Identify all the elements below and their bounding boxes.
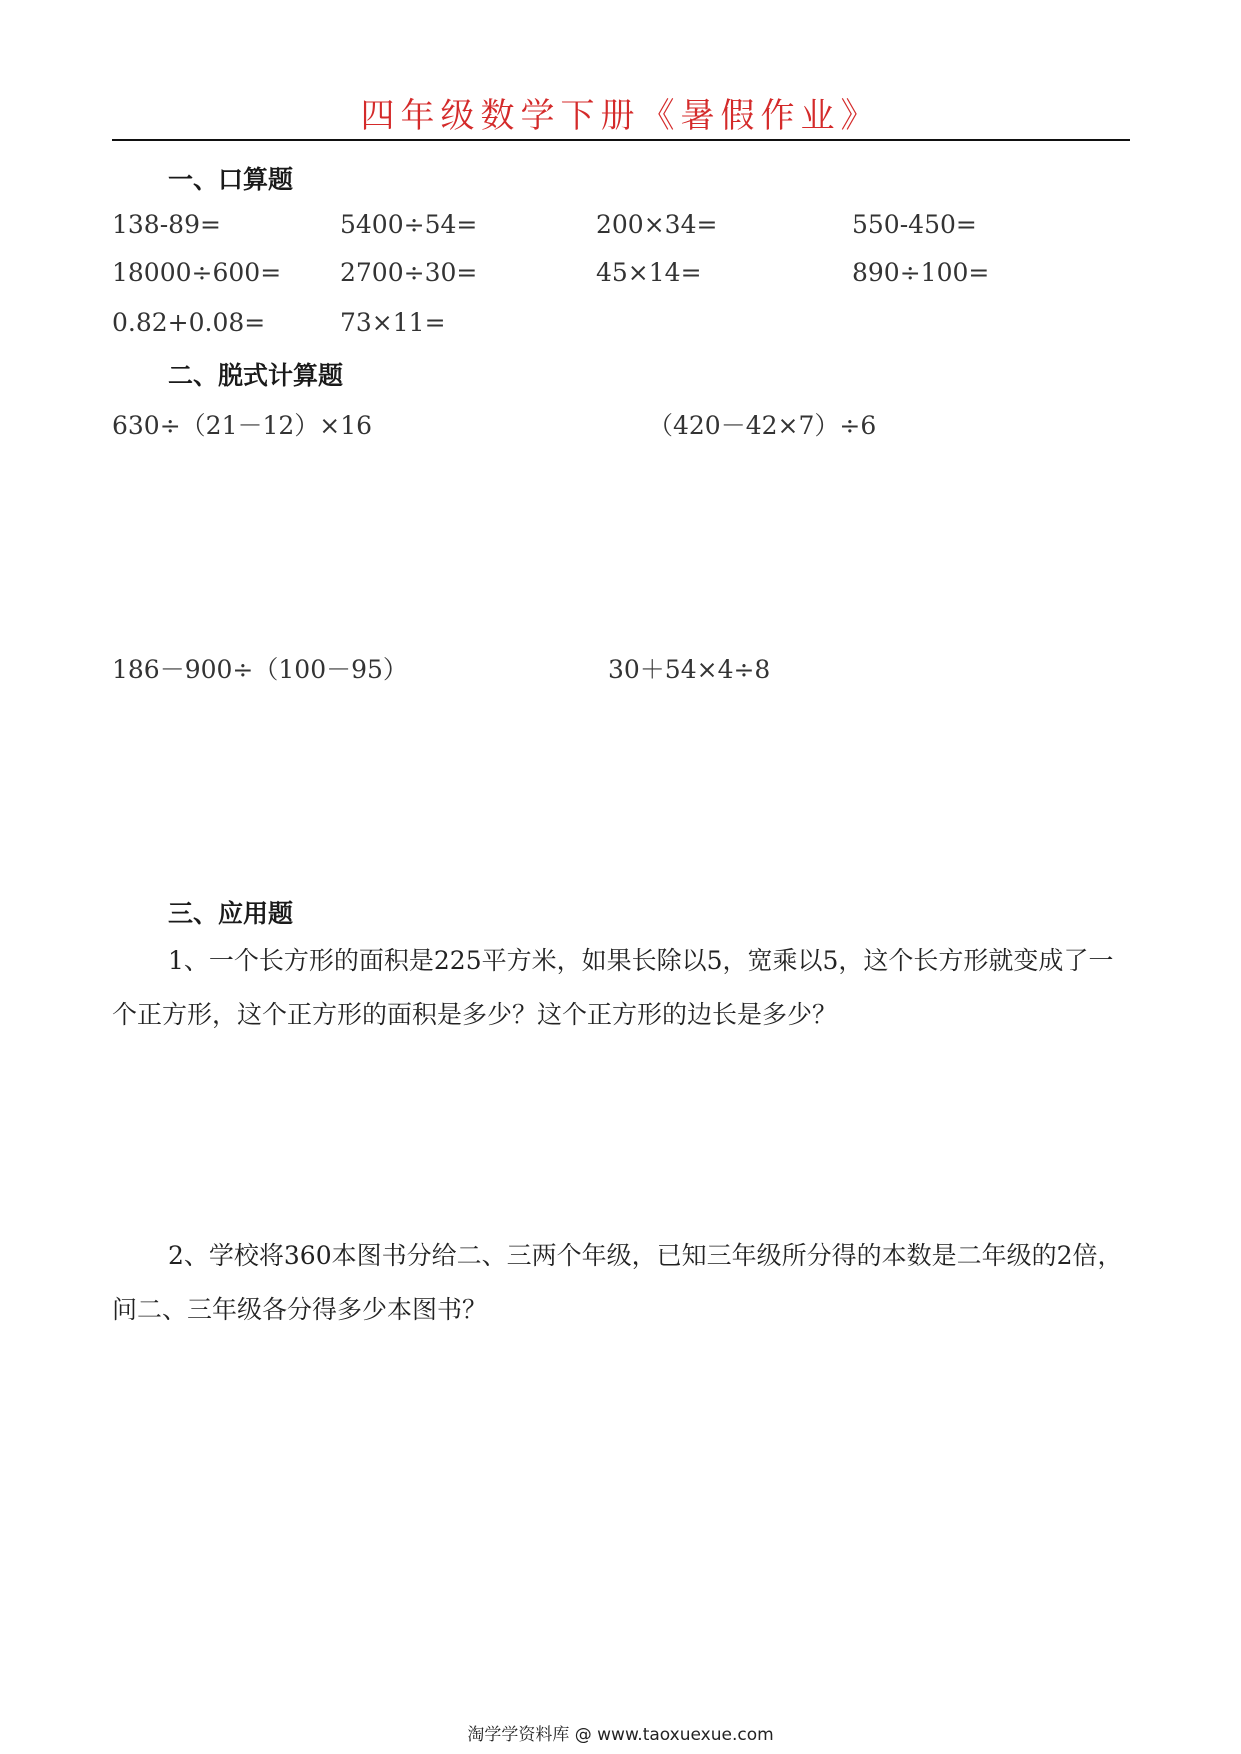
- word-problem-1: 1、一个长方形的面积是225平方米，如果长除以5，宽乘以5，这个长方形就变成了一个正方形，这个正方形的面积是多少？这个正方形的边长是多少？: [112, 946, 1114, 1029]
- oral-item: 550-450=: [852, 210, 977, 239]
- calc-item: 30＋54×4÷8: [608, 655, 771, 684]
- section-heading-apply: 三、应用题: [168, 899, 294, 928]
- oral-item: 18000÷600=: [112, 258, 282, 287]
- oral-item: 138-89=: [112, 210, 221, 239]
- section-heading-oral: 一、口算题: [168, 165, 294, 194]
- oral-item: 2700÷30=: [340, 258, 478, 287]
- calc-item: （420－42×7）÷6: [648, 411, 877, 440]
- calc-item: 630÷（21－12）×16: [112, 411, 373, 440]
- oral-item: 0.82+0.08=: [112, 308, 266, 337]
- word-problem-2: 2、学校将360本图书分给二、三两个年级，已知三年级所分得的本数是二年级的2倍，问二、三年级各分得多少本图书？: [112, 1241, 1123, 1324]
- oral-item: 890÷100=: [852, 258, 990, 287]
- title-divider: [112, 139, 1130, 141]
- oral-item: 200×34=: [596, 210, 718, 239]
- calc-item: 186－900÷（100－95）: [112, 655, 408, 684]
- oral-item: 5400÷54=: [340, 210, 478, 239]
- oral-item: 73×11=: [340, 308, 446, 337]
- footer-watermark: 淘学学资料库 @ www.taoxuexue.com: [467, 1725, 774, 1745]
- oral-item: 45×14=: [596, 258, 702, 287]
- page-title: 四年级数学下册《暑假作业》: [360, 96, 881, 136]
- section-heading-calc: 二、脱式计算题: [168, 361, 344, 390]
